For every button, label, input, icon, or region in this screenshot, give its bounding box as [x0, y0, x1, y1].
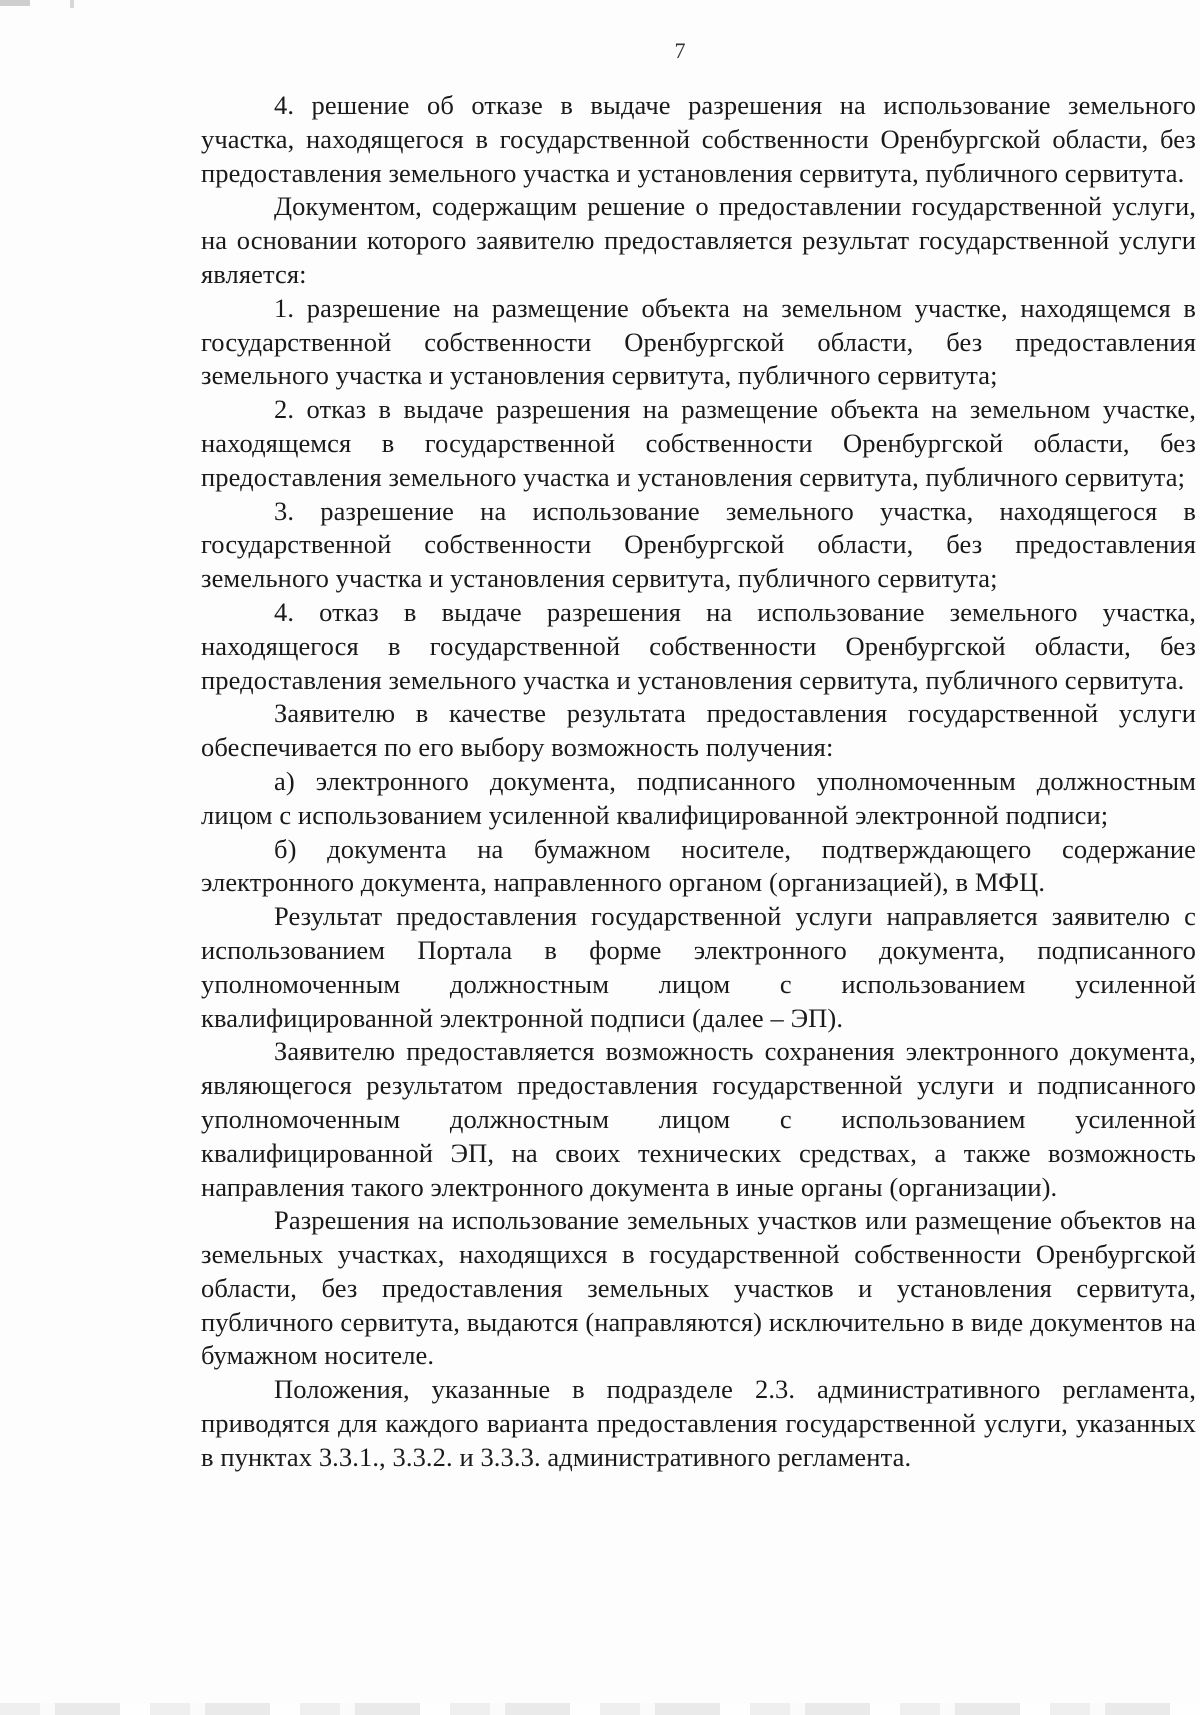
scan-artifact-bottom-edge — [0, 1703, 1200, 1715]
paragraph-decision-document-intro: Документом, содержащим решение о предоставлении государственной услуги, на основании которого заявителю предоставляется результат государственной услуги является: — [201, 191, 1196, 289]
scan-artifact-top-left — [0, 0, 30, 6]
paragraph-item-1-placement-permit: 1. разрешение на размещение объекта на земельном участке, находящемся в государственной собственности Оренбургской области, без предоставления земельного участка и установления сервитута, публичного сервитута; — [201, 292, 1196, 391]
page-number-container — [0, 38, 1200, 64]
paragraph-option-a-electronic: а) электронного документа, подписанного уполномоченным должностным лицом с использованием усиленной квалифицированной электронной подписи; — [201, 765, 1196, 830]
paragraph-item-4-use-refusal: 4. отказ в выдаче разрешения на использование земельного участка, находящегося в государственной собственности Оренбургской области, без предоставления земельного участка и установления сервитута, публичного сервитута. — [201, 596, 1196, 695]
paragraph-option-b-paper: б) документа на бумажном носителе, подтверждающего содержание электронного документа, направленного органом (организацией), в МФЦ. — [201, 833, 1196, 898]
paragraph-refusal-land-use: 4. решение об отказе в выдаче разрешения на использование земельного участка, находящегося в государственной собственности Оренбургской области, без предоставления земельного участка и установления сервитута, публичного сервитута. — [201, 90, 1196, 188]
document-body — [201, 89, 1196, 1475]
paragraph-item-3-use-permit: 3. разрешение на использование земельного участка, находящегося в государственной собственности Оренбургской области, без предоставления земельного участка и установления сервитута, публичного сервитута; — [201, 495, 1196, 594]
paragraph-provisions-variants: Положения, указанные в подразделе 2.3. административного регламента, приводятся для каждого варианта предоставления государственной услуги, указанных в пунктах 3.3.1., 3.3.2. и 3.3.3. административного регламента. — [201, 1374, 1196, 1472]
paragraph-result-via-portal: Результат предоставления государственной услуги направляется заявителю с использованием Портала в форме электронного документа, подписанного уполномоченным должностным лицом с использованием усиленной квалифицированной электронной подписи (далее – ЭП). — [201, 901, 1196, 1033]
page-number: 7 — [674, 38, 686, 63]
paragraph-paper-only-permits: Разрешения на использование земельных участков или размещение объектов на земельных участках, находящихся в государственной собственности Оренбургской области, без предоставления земельных участков и установления сервитута, публичного сервитута, выдаются (направляются) исключительно в виде документов на бумажном носителе. — [201, 1205, 1196, 1371]
scan-artifact-top — [70, 0, 74, 8]
paragraph-result-options-intro: Заявителю в качестве результата предоставления государственной услуги обеспечивается по его выбору возможность получения: — [201, 698, 1196, 763]
paragraph-saving-document: Заявителю предоставляется возможность сохранения электронного документа, являющегося результатом предоставления государственной услуги и подписанного уполномоченным должностным лицом с использованием усиленной квалифицированной ЭП, на своих технических средствах, а также возможность направления такого электронного документа в иные органы (организации). — [201, 1036, 1196, 1202]
paragraph-item-2-placement-refusal: 2. отказ в выдаче разрешения на размещение объекта на земельном участке, находящемся в государственной собственности Оренбургской области, без предоставления земельного участка и установления сервитута, публичного сервитута; — [201, 394, 1196, 492]
